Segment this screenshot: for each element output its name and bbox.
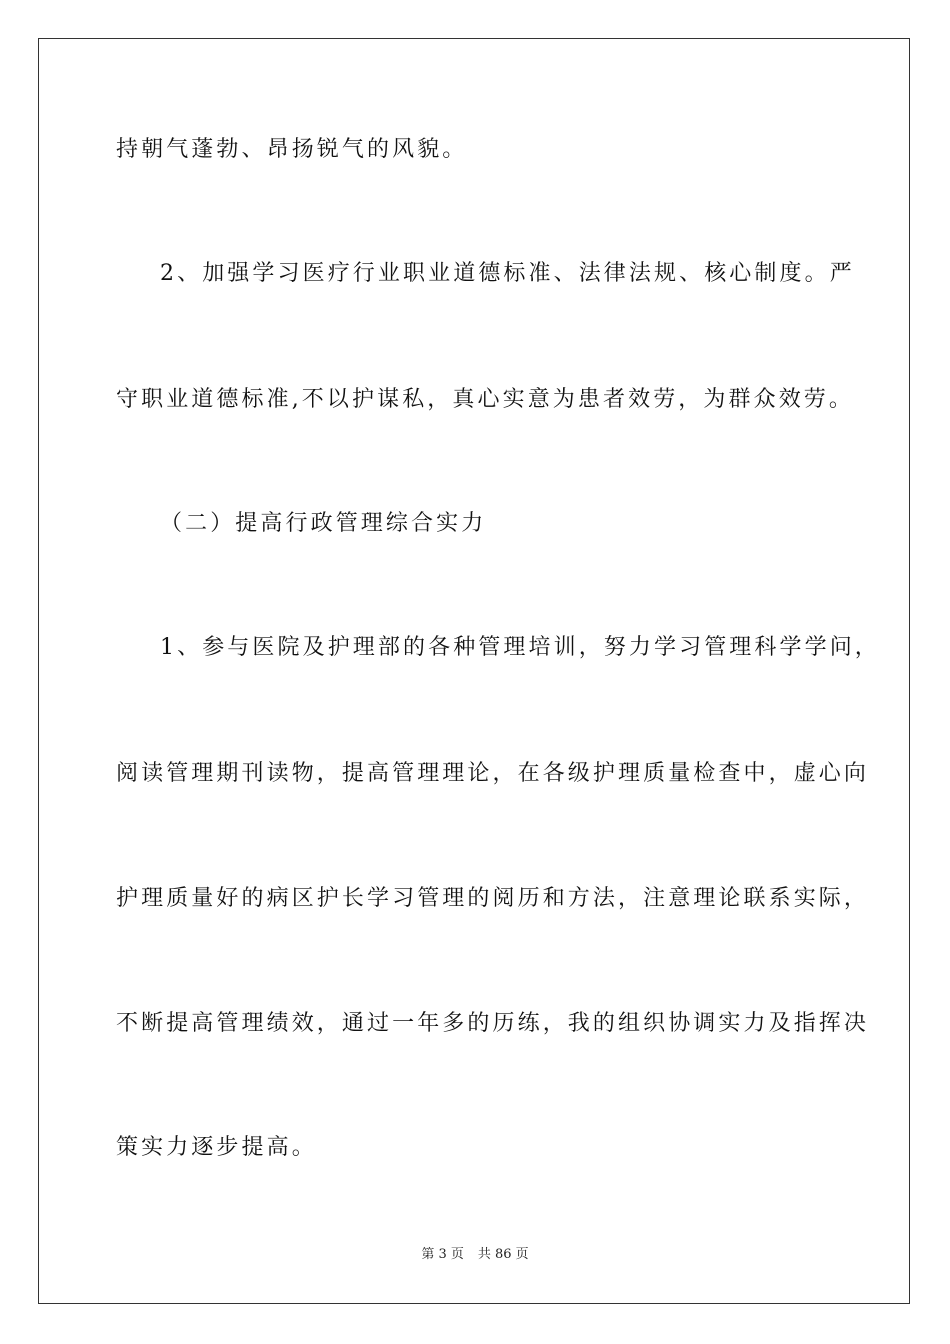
page-border: [38, 38, 910, 1304]
body-text-line: 不断提高管理绩效，通过一年多的历练，我的组织协调实力及指挥决: [116, 1011, 870, 1036]
body-text-line: 护理质量好的病区护长学习管理的阅历和方法，注意理论联系实际，: [116, 886, 870, 911]
page-total: 共 86 页: [477, 1247, 529, 1262]
page-number: 第 3 页: [421, 1247, 464, 1262]
body-text-line: 持朝气蓬勃、昂扬锐气的风貌。: [116, 137, 468, 162]
body-text-line: 2、加强学习医疗行业职业道德标准、法律法规、核心制度。严: [160, 261, 855, 286]
body-text-line: 守职业道德标准,不以护谋私，真心实意为患者效劳，为群众效劳。: [116, 387, 854, 412]
body-text-line: 策实力逐步提高。: [116, 1135, 317, 1160]
body-text-line: 阅读管理期刊读物，提高管理理论，在各级护理质量检查中，虚心向: [116, 761, 870, 786]
section-heading: （二）提高行政管理综合实力: [160, 511, 487, 536]
page-footer: [0, 1246, 950, 1264]
body-text-line: 1、参与医院及护理部的各种管理培训，努力学习管理科学学问，: [160, 635, 880, 660]
